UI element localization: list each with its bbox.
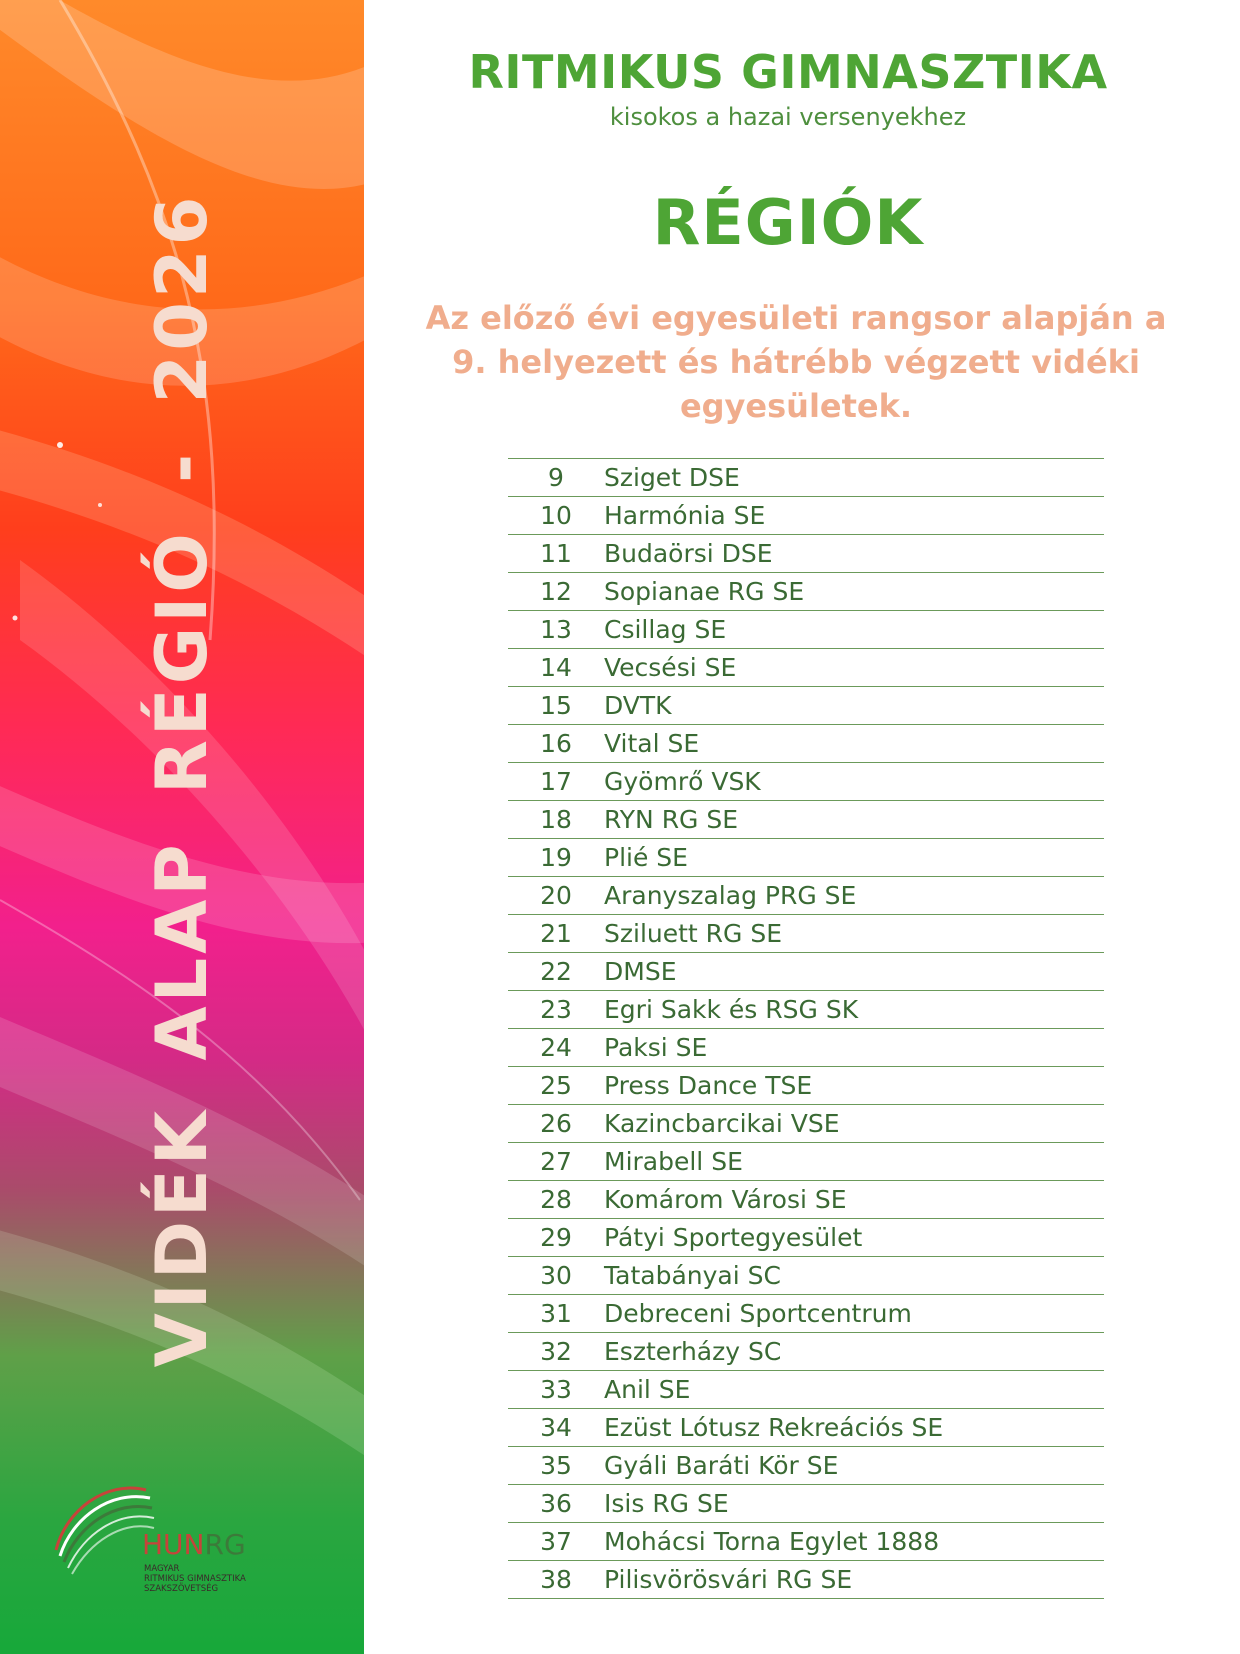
ranking-row	[508, 1333, 1104, 1371]
ranking-position: 18	[508, 801, 604, 839]
ranking-club-name: Sziluett RG SE	[604, 915, 1104, 953]
club-ranking-table	[508, 458, 1104, 1599]
ranking-position: 11	[508, 535, 604, 573]
ranking-position: 35	[508, 1447, 604, 1485]
ranking-club-name: Ezüst Lótusz Rekreációs SE	[604, 1409, 1104, 1447]
hunrg-ribbon-logo-icon	[46, 1470, 156, 1580]
ranking-club-name: Plié SE	[604, 839, 1104, 877]
ranking-club-name: Csillag SE	[604, 611, 1104, 649]
ranking-position: 34	[508, 1409, 604, 1447]
ranking-club-name: DMSE	[604, 953, 1104, 991]
ranking-position: 12	[508, 573, 604, 611]
ranking-row	[508, 915, 1104, 953]
ranking-row	[508, 1257, 1104, 1295]
ranking-row	[508, 763, 1104, 801]
ranking-row	[508, 1561, 1104, 1599]
ranking-club-name: Debreceni Sportcentrum	[604, 1295, 1104, 1333]
ranking-club-name: Anil SE	[604, 1371, 1104, 1409]
ranking-club-name: Harmónia SE	[604, 497, 1104, 535]
ranking-row	[508, 535, 1104, 573]
ranking-club-name: Budaörsi DSE	[604, 535, 1104, 573]
ranking-position: 32	[508, 1333, 604, 1371]
logo-wordmark	[142, 1530, 246, 1560]
ranking-club-name: Kazincbarcikai VSE	[604, 1105, 1104, 1143]
ranking-position: 15	[508, 687, 604, 725]
ranking-position: 21	[508, 915, 604, 953]
ranking-position: 16	[508, 725, 604, 763]
ranking-position: 10	[508, 497, 604, 535]
ranking-row	[508, 1485, 1104, 1523]
ranking-row	[508, 1067, 1104, 1105]
vertical-banner-title: VIDÉK ALAP RÉGIÓ - 2026	[141, 192, 223, 1368]
club-ranking-body	[508, 459, 1104, 1599]
ranking-club-name: Gyömrő VSK	[604, 763, 1104, 801]
ranking-club-name: RYN RG SE	[604, 801, 1104, 839]
ranking-row	[508, 573, 1104, 611]
ranking-row	[508, 1219, 1104, 1257]
logo-federation-name	[144, 1564, 246, 1594]
logo-sub-line: SZAKSZÖVETSÉG	[144, 1584, 219, 1594]
ranking-club-name: Mohácsi Torna Egylet 1888	[604, 1523, 1104, 1561]
ranking-position: 22	[508, 953, 604, 991]
ranking-club-name: Vecsési SE	[604, 649, 1104, 687]
ranking-row	[508, 611, 1104, 649]
ranking-club-name: Sziget DSE	[604, 459, 1104, 497]
ranking-row	[508, 953, 1104, 991]
ranking-position: 20	[508, 877, 604, 915]
document-title: RITMIKUS GIMNASZTIKA	[468, 45, 1108, 99]
ranking-club-name: Aranyszalag PRG SE	[604, 877, 1104, 915]
ranking-row	[508, 725, 1104, 763]
ranking-club-name: Press Dance TSE	[604, 1067, 1104, 1105]
ranking-position: 33	[508, 1371, 604, 1409]
logo-hun-text: HUN	[142, 1528, 205, 1561]
ranking-position: 28	[508, 1181, 604, 1219]
section-title: RÉGIÓK	[652, 186, 924, 259]
section-description: Az előző évi egyesületi rangsor alapján a 9. helyezett és hátrébb végzett vidéki egyesületek.	[425, 299, 1167, 425]
ranking-position: 31	[508, 1295, 604, 1333]
ranking-club-name: Gyáli Baráti Kör SE	[604, 1447, 1104, 1485]
ranking-position: 38	[508, 1561, 604, 1599]
main-content	[364, 0, 1240, 1654]
ranking-row	[508, 1295, 1104, 1333]
ranking-position: 29	[508, 1219, 604, 1257]
ranking-club-name: Tatabányai SC	[604, 1257, 1104, 1295]
ranking-row	[508, 839, 1104, 877]
ranking-club-name: Pilisvörösvári RG SE	[604, 1561, 1104, 1599]
ranking-row	[508, 991, 1104, 1029]
ranking-club-name: Eszterházy SC	[604, 1333, 1104, 1371]
ranking-position: 27	[508, 1143, 604, 1181]
ranking-position: 9	[508, 459, 604, 497]
ranking-position: 23	[508, 991, 604, 1029]
side-banner	[0, 0, 364, 1654]
ranking-position: 36	[508, 1485, 604, 1523]
logo-rg-text: RG	[204, 1528, 246, 1561]
ranking-club-name: DVTK	[604, 687, 1104, 725]
ranking-position: 19	[508, 839, 604, 877]
ranking-position: 30	[508, 1257, 604, 1295]
ranking-row	[508, 1105, 1104, 1143]
ranking-position: 25	[508, 1067, 604, 1105]
ranking-position: 13	[508, 611, 604, 649]
ranking-row	[508, 649, 1104, 687]
ranking-club-name: Pátyi Sportegyesület	[604, 1219, 1104, 1257]
ranking-row	[508, 877, 1104, 915]
logo-sub-line: RITMIKUS GIMNASZTIKA	[144, 1574, 246, 1584]
ranking-position: 14	[508, 649, 604, 687]
ranking-position: 26	[508, 1105, 604, 1143]
ranking-row	[508, 497, 1104, 535]
ranking-row	[508, 687, 1104, 725]
ranking-position: 24	[508, 1029, 604, 1067]
ranking-club-name: Paksi SE	[604, 1029, 1104, 1067]
ranking-row	[508, 1409, 1104, 1447]
ranking-row	[508, 1447, 1104, 1485]
ranking-club-name: Vital SE	[604, 725, 1104, 763]
ranking-row	[508, 801, 1104, 839]
ranking-club-name: Egri Sakk és RSG SK	[604, 991, 1104, 1029]
ranking-row	[508, 1143, 1104, 1181]
ranking-club-name: Sopianae RG SE	[604, 573, 1104, 611]
ranking-row	[508, 459, 1104, 497]
ranking-row	[508, 1181, 1104, 1219]
ranking-club-name: Komárom Városi SE	[604, 1181, 1104, 1219]
logo-sub-line: MAGYAR	[144, 1564, 180, 1574]
ranking-position: 17	[508, 763, 604, 801]
ranking-row	[508, 1523, 1104, 1561]
ranking-club-name: Mirabell SE	[604, 1143, 1104, 1181]
ranking-row	[508, 1371, 1104, 1409]
ranking-position: 37	[508, 1523, 604, 1561]
ranking-club-name: Isis RG SE	[604, 1485, 1104, 1523]
hunrg-logo	[46, 1470, 286, 1600]
document-subtitle: kisokos a hazai versenyekhez	[609, 103, 967, 131]
ranking-row	[508, 1029, 1104, 1067]
